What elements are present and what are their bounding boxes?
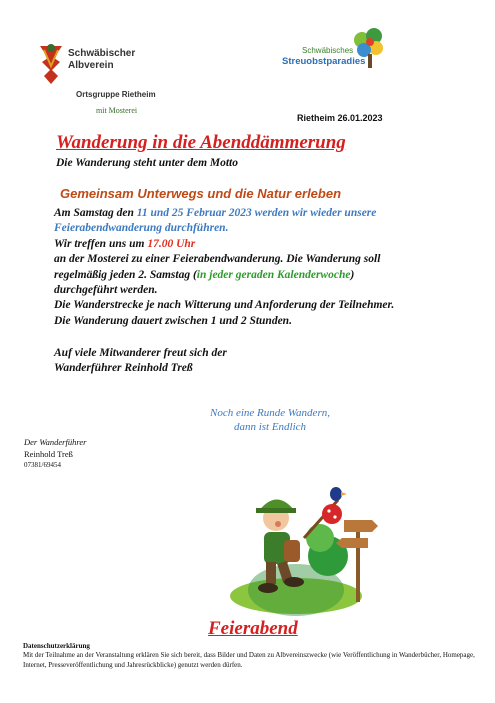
closing-text [54,346,227,377]
schedule-line-2: durchgeführt werden. [54,284,158,297]
document-date: Rietheim 26.01.2023 [297,113,383,123]
motto-slogan: Gemeinsam Unterwegs und die Natur erleben [60,186,342,201]
runde-line1: Noch eine Runde Wandern, [210,407,330,419]
schedule-line [54,268,474,283]
date-paragraph [54,206,474,237]
albverein-name-line1: Schwäbischer [68,48,136,59]
page-title: Wanderung in die Abenddämmerung [56,132,346,153]
runde-line2: dann ist Endlich [233,421,307,433]
privacy-statement [23,642,483,670]
hiker-illustration [228,478,378,618]
duration-line: Die Wanderung dauert zwischen 1 und 2 Stunden. [54,314,292,327]
streuobstparadies-logo [280,26,390,86]
time-intro: Wir treffen uns um [54,237,148,250]
event-time: 17.00 Uhr [147,237,196,250]
privacy-heading: Datenschutzerklärung [23,642,90,650]
signature-name: Reinhold Treß [24,448,73,459]
signature-phone: 07381/69454 [24,461,61,469]
streuobst-line1: Schwäbisches [302,46,354,55]
closing-line2: Wanderführer Reinhold Treß [54,362,193,375]
motto-intro: Die Wanderung steht unter dem Motto [56,157,239,169]
location-line: an der Mosterei zu einer Feierabendwanderung. Die Wanderung soll [54,253,381,266]
runde-slogan [200,406,340,434]
streuobst-line2: Streuobstparadies [282,56,366,67]
albverein-emblem-icon [34,40,68,86]
closing-line1: Auf viele Mitwanderer freut sich der [54,347,227,359]
time-paragraph [54,237,474,252]
calendar-week-note: in jeder geraden Kalenderwoche [196,268,351,281]
date-intro: Am Samstag den [54,207,137,219]
event-description [54,206,474,329]
albverein-name-line2: Albverein [68,60,114,71]
privacy-text: Mit der Teilnahme an der Veranstaltung erklären Sie sich bereit, dass Bilder und Daten zu Albvereinszwecke (wie Veröffentlichung in Wanderbücher, Homepage, Internet, Presseveröffentlichung und Jahresrückblicke) genutzt werden dürfen. [23,651,475,669]
signature-block [24,437,86,472]
route-line: Die Wanderstrecke je nach Witterung und Anforderung der Teilnehmer. [54,299,395,312]
schedule-close: ) [350,268,355,281]
schedule-intro: regelmäßig jeden 2. Samstag ( [54,268,197,281]
albverein-logo [28,36,168,120]
event-dates: 11 und 25 Februar 2023 werden wir wieder unsere Feierabendwanderung durchführen. [54,207,377,235]
signature-role: Der Wanderführer [24,437,87,447]
feierabend-heading: Feierabend [208,618,298,639]
mosterei-label: mit Mosterei [96,106,138,115]
ortsgruppe-label: Ortsgruppe Rietheim [76,90,156,99]
